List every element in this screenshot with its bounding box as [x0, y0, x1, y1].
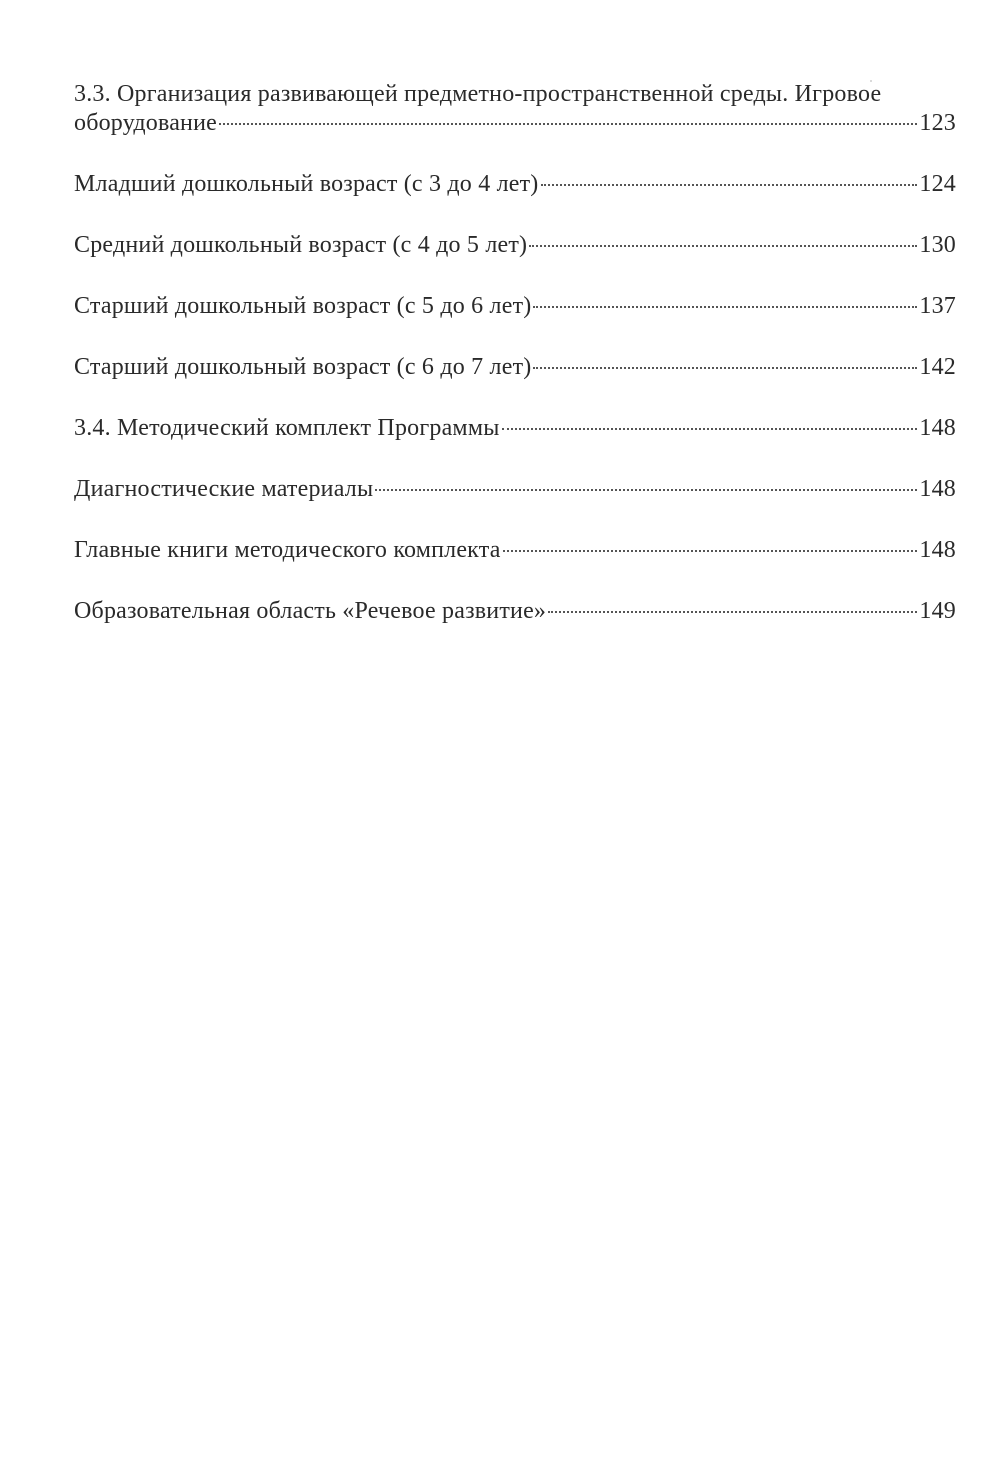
toc-entry-row — [74, 170, 956, 199]
toc-entry-row — [74, 414, 956, 443]
toc-entry-title-line: 3.3. Организация развивающей предметно-пространственной среды. Игровое — [74, 81, 882, 107]
dot-leader — [548, 611, 917, 613]
toc-entry-junior — [74, 170, 956, 199]
toc-entry-senior-6-7 — [74, 353, 956, 382]
toc-entry-label: Младший дошкольный возраст (с 3 до 4 лет) — [74, 171, 539, 197]
dot-leader — [533, 367, 917, 369]
toc-page-number: 142 — [919, 354, 956, 380]
toc-page-number: 148 — [919, 415, 956, 441]
toc-entry-row — [74, 536, 956, 565]
toc-page-number: 137 — [919, 293, 956, 319]
toc-page-number: 130 — [919, 232, 956, 258]
dot-leader — [529, 245, 917, 247]
toc-entry-middle — [74, 231, 956, 260]
toc-entry-label: Главные книги методического комплекта — [74, 537, 501, 563]
dot-leader — [503, 550, 918, 552]
toc-entry-row — [74, 597, 956, 626]
dot-leader — [219, 123, 917, 125]
toc-entry-label: Диагностические материалы — [74, 476, 374, 502]
toc-entry-row — [74, 109, 956, 138]
toc-entry-row — [74, 353, 956, 382]
toc-entry-label: оборудование — [74, 110, 218, 136]
toc-entry-label: Старший дошкольный возраст (с 5 до 6 лет) — [74, 293, 532, 319]
toc-page-number: 148 — [919, 537, 956, 563]
dot-leader — [375, 489, 917, 491]
table-of-contents — [74, 80, 956, 658]
toc-entry-label: 3.4. Методический комплект Программы — [74, 415, 500, 441]
toc-entry-label: Образовательная область «Речевое развитие» — [74, 598, 547, 624]
toc-entry-label: Средний дошкольный возраст (с 4 до 5 лет) — [74, 232, 528, 258]
toc-entry-row — [74, 475, 956, 504]
toc-page-number: 123 — [919, 110, 956, 136]
toc-entry-diagnostics — [74, 475, 956, 504]
dot-leader — [533, 306, 917, 308]
dot-leader — [502, 428, 918, 430]
toc-page-number: 124 — [919, 171, 956, 197]
toc-page-number: 148 — [919, 476, 956, 502]
toc-entry-row — [74, 231, 956, 260]
toc-entry-row — [74, 292, 956, 321]
toc-entry-3-4 — [74, 414, 956, 443]
toc-entry-label: Старший дошкольный возраст (с 6 до 7 лет) — [74, 354, 532, 380]
toc-entry-speech — [74, 597, 956, 626]
dot-leader — [541, 184, 918, 186]
toc-entry-senior-5-6 — [74, 292, 956, 321]
toc-entry-main-books — [74, 536, 956, 565]
toc-page-number: 149 — [919, 598, 956, 624]
toc-entry-3-3 — [74, 80, 956, 138]
